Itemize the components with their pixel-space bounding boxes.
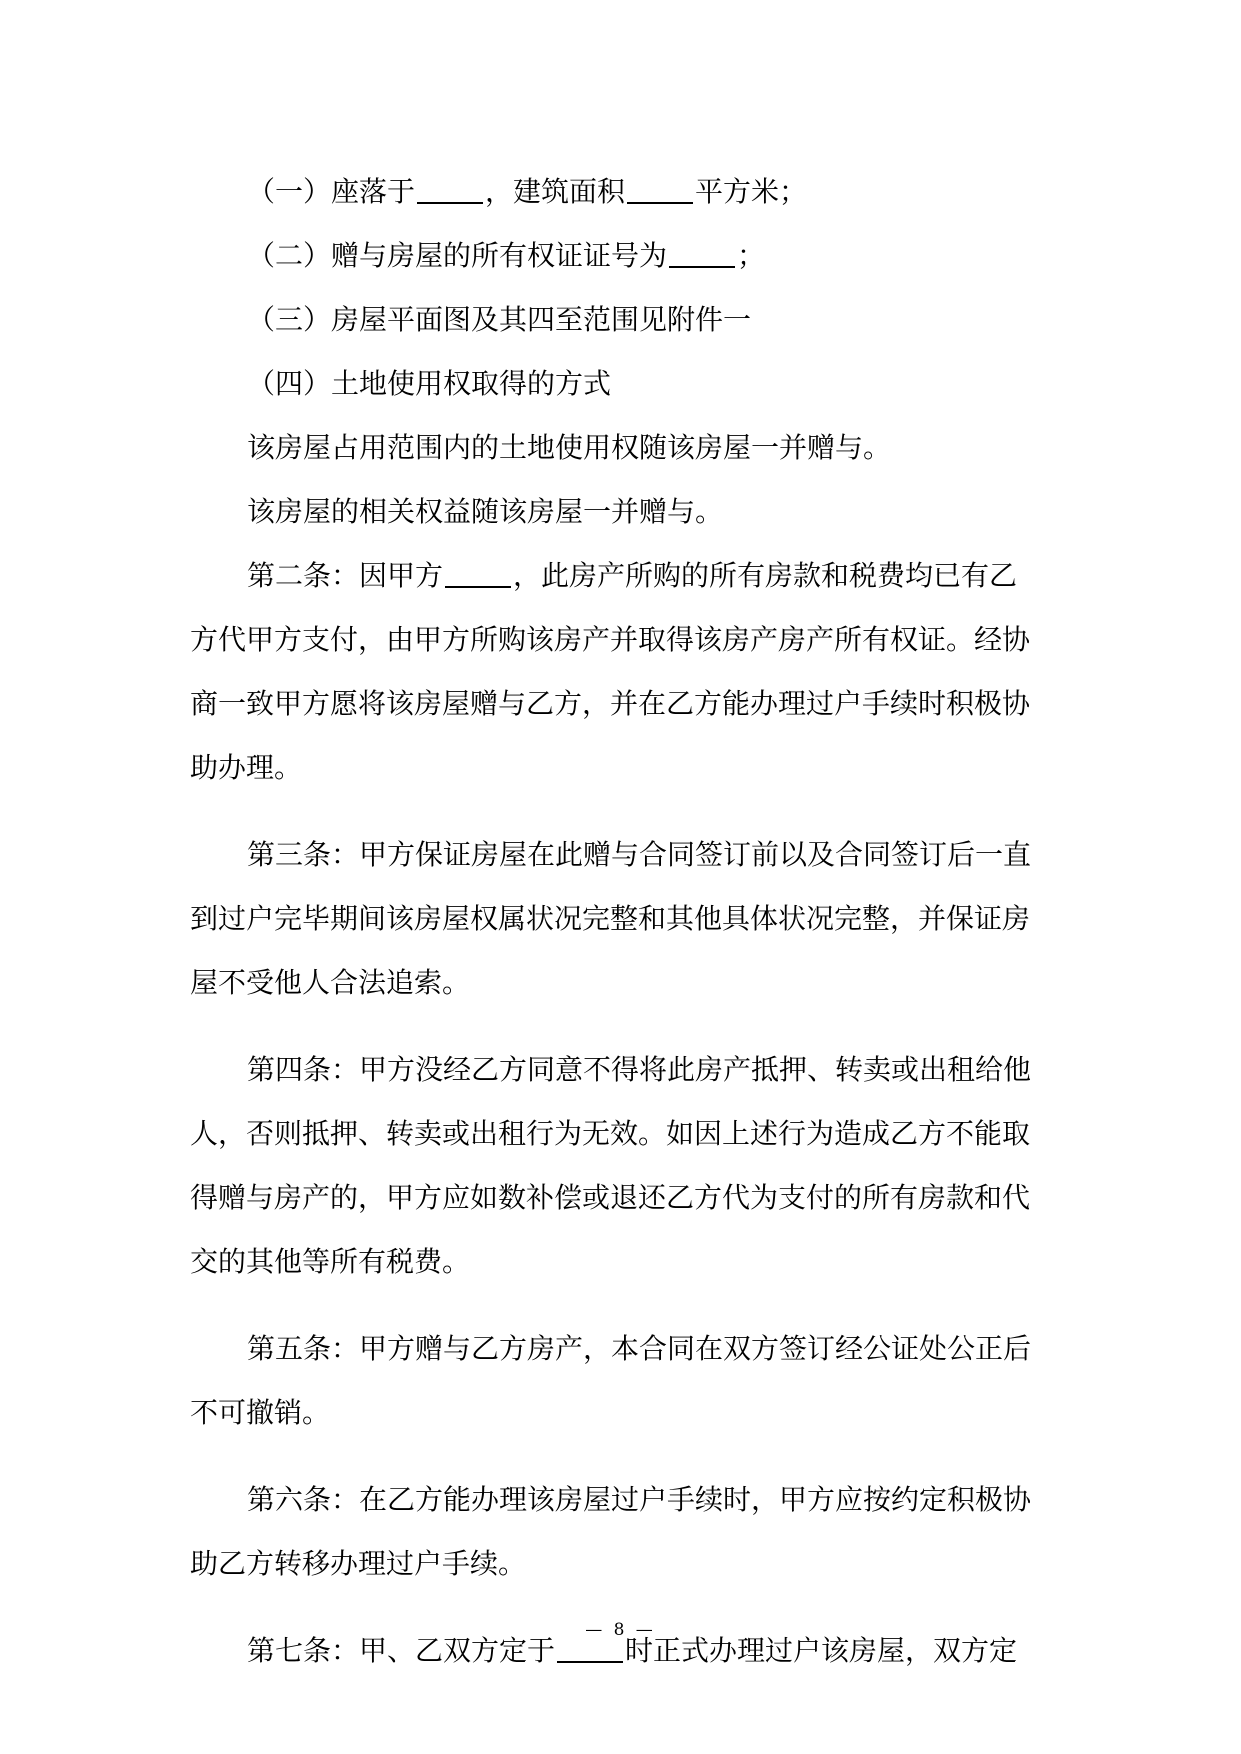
text-run: 第二条：因甲方 (247, 559, 444, 592)
text-run: （一）座落于 (247, 175, 416, 208)
article-2-line-4: 助办理。 (190, 751, 303, 784)
paragraph-land-use: 该房屋占用范围内的土地使用权随该房屋一并赠与。 (247, 431, 892, 464)
article-6-line-2: 助乙方转移办理过户手续。 (190, 1547, 527, 1580)
text-run: （二）赠与房屋的所有权证证号为 (247, 239, 668, 272)
article-3-line-2: 到过户完毕期间该房屋权属状况完整和其他具体状况完整，并保证房 (190, 902, 1031, 935)
paragraph-spacing (190, 1596, 1050, 1619)
fill-blank-area (627, 174, 693, 204)
article-5-line-1: 第五条：甲方赠与乙方房产，本合同在双方签订经公证处公正后 (247, 1332, 1032, 1365)
fill-blank-certificate (669, 238, 735, 268)
item-floor-plan: （三）房屋平面图及其四至范围见附件一 (247, 303, 752, 336)
paragraph-spacing (190, 1294, 1050, 1317)
paragraph-spacing (190, 1445, 1050, 1468)
text-run: 平方米； (695, 175, 808, 208)
fill-blank-reason (445, 558, 511, 588)
fill-blank-location (417, 174, 483, 204)
item-location-area (190, 160, 1050, 224)
article-3-line-3: 屋不受他人合法追索。 (190, 966, 471, 999)
page-number: — 8 — (585, 1620, 656, 1640)
paragraph-related-rights: 该房屋的相关权益随该房屋一并赠与。 (247, 495, 724, 528)
article-4-line-4: 交的其他等所有税费。 (190, 1245, 471, 1278)
item-certificate-number (190, 224, 1050, 288)
article-4-line-2: 人，否则抵押、转卖或出租行为无效。如因上述行为造成乙方不能取 (190, 1117, 1031, 1150)
article-2-line-3: 商一致甲方愿将该房屋赠与乙方，并在乙方能办理过户手续时积极协 (190, 687, 1031, 720)
article-3-line-1: 第三条：甲方保证房屋在此赠与合同签订前以及合同签订后一直 (247, 838, 1032, 871)
paragraph-spacing (190, 800, 1050, 823)
article-2-line-1 (190, 544, 1050, 608)
text-run: ； (737, 239, 766, 272)
paragraph-spacing (190, 1015, 1050, 1038)
text-run: ，此房产所购的所有房款和税费均已有乙 (513, 559, 1018, 592)
text-run: ，建筑面积 (485, 175, 626, 208)
item-land-use-right: （四）土地使用权取得的方式 (247, 367, 612, 400)
article-5-line-2: 不可撤销。 (190, 1396, 331, 1429)
article-2-line-2: 方代甲方支付，由甲方所购该房产并取得该房产房产所有权证。经协 (190, 623, 1031, 656)
article-6-line-1: 第六条：在乙方能办理该房屋过户手续时，甲方应按约定积极协 (247, 1483, 1032, 1516)
article-4-line-1: 第四条：甲方没经乙方同意不得将此房产抵押、转卖或出租给他 (247, 1053, 1032, 1086)
article-4-line-3: 得赠与房产的，甲方应如数补偿或退还乙方代为支付的所有房款和代 (190, 1181, 1031, 1214)
text-run: 时正式办理过户该房屋，双方定 (625, 1634, 1018, 1667)
text-run: 第七条：甲、乙双方定于 (247, 1634, 556, 1667)
contract-body (190, 160, 1050, 1683)
